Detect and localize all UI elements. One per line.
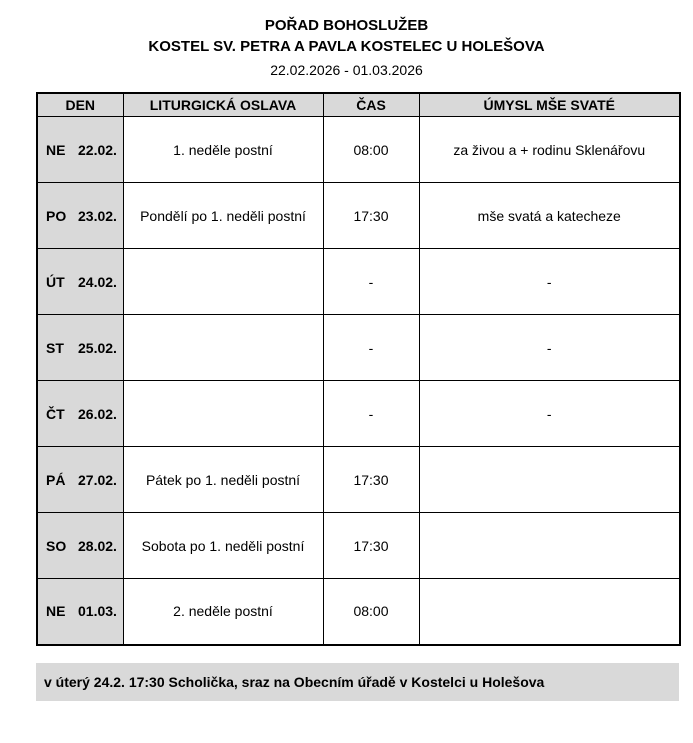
table-row: [37, 513, 680, 579]
table-row: [37, 183, 680, 249]
day-abbr: NE: [46, 603, 66, 620]
day-abbr: ÚT: [46, 273, 65, 290]
celebration-cell: Pátek po 1. neděli postní: [123, 447, 323, 513]
intention-cell: -: [419, 315, 680, 381]
table-row: [37, 249, 680, 315]
day-cell: [37, 183, 123, 249]
day-cell: [37, 447, 123, 513]
celebration-cell: 1. neděle postní: [123, 117, 323, 183]
day-date: 27.02.: [78, 471, 117, 488]
time-cell: -: [323, 381, 419, 447]
table-header-row: [37, 93, 680, 117]
day-date: 23.02.: [78, 207, 117, 224]
celebration-cell: [123, 381, 323, 447]
column-header-day: DEN: [37, 93, 123, 117]
day-abbr: NE: [46, 141, 66, 158]
day-abbr: ČT: [46, 405, 65, 422]
intention-cell: -: [419, 381, 680, 447]
column-header-celebration: LITURGICKÁ OSLAVA: [123, 93, 323, 117]
intention-cell: [419, 579, 680, 645]
day-abbr: PÁ: [46, 471, 66, 488]
day-date: 25.02.: [78, 339, 117, 356]
table-row: [37, 117, 680, 183]
celebration-cell: Pondělí po 1. neděli postní: [123, 183, 323, 249]
table-row: [37, 315, 680, 381]
day-cell: [37, 381, 123, 447]
schedule-table: [36, 92, 681, 646]
celebration-cell: 2. neděle postní: [123, 579, 323, 645]
table-row: [37, 579, 680, 645]
footer-note: v úterý 24.2. 17:30 Scholička, sraz na Obecním úřadě v Kostelci u Holešova: [36, 663, 679, 701]
day-date: 22.02.: [78, 141, 117, 158]
intention-cell: -: [419, 249, 680, 315]
page-subtitle: KOSTEL SV. PETRA A PAVLA KOSTELEC U HOLEŠOVA: [148, 38, 545, 55]
time-cell: 08:00: [323, 117, 419, 183]
celebration-cell: [123, 249, 323, 315]
celebration-cell: Sobota po 1. neděli postní: [123, 513, 323, 579]
column-header-time: ČAS: [323, 93, 419, 117]
time-cell: -: [323, 249, 419, 315]
time-cell: 17:30: [323, 513, 419, 579]
day-cell: [37, 117, 123, 183]
intention-cell: za živou a + rodinu Sklenářovu: [419, 117, 680, 183]
time-cell: 17:30: [323, 447, 419, 513]
page-title: POŘAD BOHOSLUŽEB: [264, 17, 429, 34]
day-cell: [37, 513, 123, 579]
day-cell: [37, 249, 123, 315]
day-abbr: ST: [46, 339, 64, 356]
day-date: 24.02.: [78, 273, 117, 290]
time-cell: 08:00: [323, 579, 419, 645]
day-date: 26.02.: [78, 405, 117, 422]
time-cell: 17:30: [323, 183, 419, 249]
day-date: 28.02.: [78, 537, 117, 554]
day-cell: [37, 579, 123, 645]
celebration-cell: [123, 315, 323, 381]
day-cell: [37, 315, 123, 381]
time-cell: -: [323, 315, 419, 381]
document-header: [0, 0, 693, 79]
day-abbr: SO: [46, 537, 67, 554]
table-row: [37, 381, 680, 447]
date-range: 22.02.2026 - 01.03.2026: [270, 62, 423, 78]
day-abbr: PO: [46, 207, 67, 224]
column-header-intention: ÚMYSL MŠE SVATÉ: [419, 93, 680, 117]
day-date: 01.03.: [78, 603, 117, 620]
intention-cell: mše svatá a katecheze: [419, 183, 680, 249]
table-row: [37, 447, 680, 513]
intention-cell: [419, 447, 680, 513]
intention-cell: [419, 513, 680, 579]
